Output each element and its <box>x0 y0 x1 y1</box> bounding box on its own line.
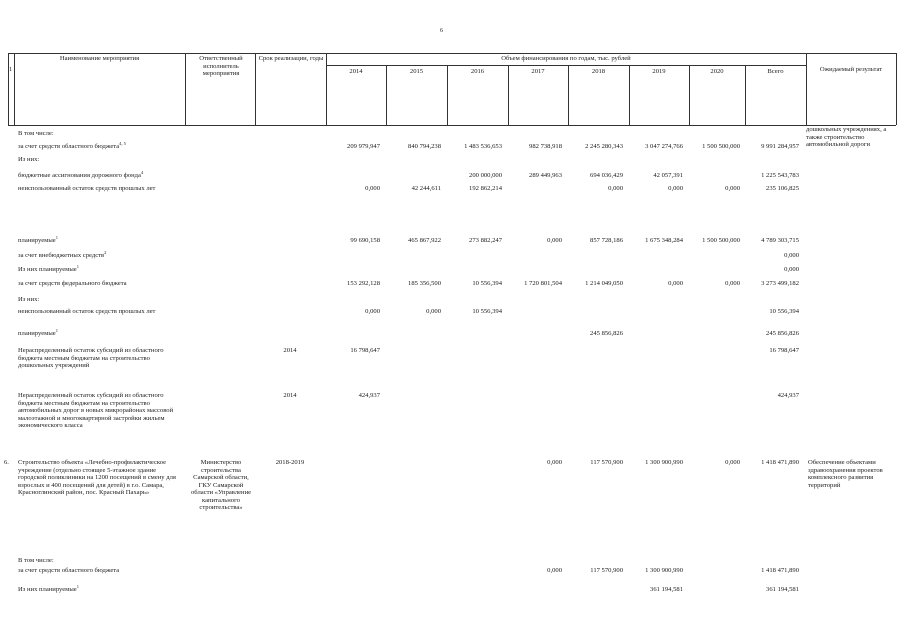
row-value: 0,000 <box>365 185 380 192</box>
row-label: Нераспределенный остаток субсидий из областного бюджета местным бюджетам на строительство дошкольных учреждений <box>18 347 164 370</box>
col-name-header: Наименование мероприятия <box>59 55 140 62</box>
row-value: 1 500 500,000 <box>702 237 740 244</box>
footnote-mark: 4, 5 <box>119 140 126 146</box>
row-value: 1 214 049,050 <box>585 280 623 287</box>
row-value: 0,000 <box>668 280 683 287</box>
row-label: планируемые$^1$ <box>18 234 58 244</box>
row-label: за счет внебюджетных средств$^2$ <box>18 249 107 259</box>
row-label: за счет средств федерального бюджета <box>18 280 127 287</box>
row-value: 185 356,500 <box>408 280 441 287</box>
item6-period: 2018-2019 <box>275 459 305 466</box>
row-label: Нераспределенный остаток субсидий из областного бюджета местным бюджетам на строительство автомобильных дорог в новых микрорайонах массовой малоэтажной и многоквартирной застройки жильем экономического класса <box>18 392 174 430</box>
item6-sub-value: 0,000 <box>547 567 562 574</box>
row-value: 0,000 <box>784 252 799 259</box>
row-value: 3 273 499,182 <box>761 280 799 287</box>
row-value: 1 720 801,504 <box>524 280 562 287</box>
row-label: В том числе: <box>18 130 54 137</box>
item6-value: 0,000 <box>725 459 740 466</box>
row-value: 10 556,394 <box>472 280 502 287</box>
row-value: 9 991 284,957 <box>761 143 799 150</box>
row-value: 235 106,825 <box>766 185 799 192</box>
row-value: 694 036,429 <box>590 172 623 179</box>
col-year-2016: 2016 <box>470 68 485 75</box>
row-value: 0,000 <box>725 185 740 192</box>
col-funding-header: Объем финансирования по годам, тыс. рублей <box>501 55 631 62</box>
row-value: 0,000 <box>668 185 683 192</box>
row-value: 0,000 <box>547 237 562 244</box>
row-label: Из них: <box>18 156 40 163</box>
col-year-2018: 2018 <box>591 68 606 75</box>
item6-responsible: Министерство строительства Самарской области, ГКУ Самарской области «Управление капитального строительства» <box>190 459 252 512</box>
col-year-2019: 2019 <box>652 68 666 75</box>
row-label: за счет средств областного бюджета$^{4, 5}$ <box>18 140 126 150</box>
row-value: 0,000 <box>608 185 623 192</box>
row-value: 4 789 303,715 <box>761 237 799 244</box>
row-value: 192 862,214 <box>469 185 502 192</box>
row-value: 1 483 536,653 <box>464 143 502 150</box>
col-responsible-header: Ответственный исполнитель мероприятия <box>199 55 243 78</box>
item6-value: 117 570,900 <box>590 459 623 466</box>
item6-sub-label: за счет средств областного бюджета <box>18 567 120 574</box>
footnote-mark: 1 <box>76 583 79 589</box>
footnote-mark: 1 <box>55 327 58 333</box>
row-label: неиспользованный остаток средств прошлых лет <box>18 308 156 315</box>
item6-value: 0,000 <box>547 459 562 466</box>
col-result-header: Ожидаемый результат <box>819 66 883 73</box>
row-value: 42 244,611 <box>411 185 441 192</box>
row-label: планируемые$^1$ <box>18 327 58 337</box>
row-value: 0,000 <box>784 266 799 273</box>
item6-value: 1 300 900,990 <box>645 459 683 466</box>
row-value: 1 675 348,284 <box>645 237 683 244</box>
col-num-header: 1 <box>9 66 13 73</box>
row-value: 273 882,247 <box>469 237 502 244</box>
col-year-2015: 2015 <box>409 68 424 75</box>
row-value: 289 449,963 <box>529 172 562 179</box>
col-year-2020: 2020 <box>710 68 724 75</box>
row-value: 200 000,000 <box>469 172 502 179</box>
item6-sub-value: 1 300 900,990 <box>645 567 683 574</box>
row-value: 424,937 <box>358 392 380 399</box>
item6-result: Обеспечение объектами здравоохранения проектов комплексного развития территорий <box>808 459 883 489</box>
col-year-2014: 2014 <box>349 68 363 75</box>
row-period: 2014 <box>283 392 297 399</box>
row-value: 42 057,391 <box>653 172 683 179</box>
row-value: 840 794,238 <box>408 143 441 150</box>
row-value: 857 728,186 <box>590 237 623 244</box>
col-year-2017: 2017 <box>531 68 545 75</box>
col-total-header: Всего <box>767 68 784 75</box>
row-value: 2 245 280,343 <box>585 143 623 150</box>
row-period: 2014 <box>283 347 297 354</box>
item6-sub-value: 117 570,900 <box>590 567 623 574</box>
row-value: 3 047 274,766 <box>645 143 683 150</box>
col-period-header: Срок реализации, годы <box>258 55 324 62</box>
footnote-mark: 4 <box>140 169 144 175</box>
row-value: 465 867,922 <box>408 237 441 244</box>
item6-sub-value: 361 194,581 <box>650 586 683 593</box>
row-value: 245 856,826 <box>766 330 799 337</box>
row-value: 424,937 <box>777 392 799 399</box>
row-label: неиспользованный остаток средств прошлых лет <box>18 185 156 192</box>
footnote-mark: 2 <box>104 249 107 255</box>
row-value: 1 225 543,783 <box>761 172 799 179</box>
item6-name: Строительство объекта «Лечебно-профилактическое учреждение (отдельно стоящее 5-этажное здание городской поликлиники на 1200 посещений в смену для взрослых и 400 посещений для детей) в г.о. Самара, Красноглинский район, пос. Красный Пахарь» <box>18 459 176 497</box>
row-label: Из них: <box>18 296 40 303</box>
row-label: Из них планируемые$^1$ <box>18 263 79 273</box>
row-value: 209 979,947 <box>347 143 380 150</box>
row-value: 1 500 500,000 <box>702 143 740 150</box>
item6-value: 1 418 471,890 <box>761 459 799 466</box>
page-mark: 6 <box>440 28 443 34</box>
result-continuation: дошкольных учреждениях, а также строительство автомобильной дороги <box>806 126 887 149</box>
row-value: 16 798,647 <box>350 347 380 354</box>
row-value: 153 292,128 <box>347 280 380 287</box>
row-label: бюджетные ассигнования дорожного фонда$^4$ <box>18 169 144 179</box>
row-value: 16 798,647 <box>769 347 799 354</box>
row-value: 0,000 <box>725 280 740 287</box>
row-value: 10 556,394 <box>472 308 502 315</box>
footnote-mark: 1 <box>76 263 79 269</box>
item6-number: 6. <box>4 459 9 466</box>
row-value: 10 556,394 <box>769 308 799 315</box>
row-value: 982 738,918 <box>529 143 562 150</box>
footnote-mark: 1 <box>55 234 58 240</box>
item6-sub-value: 361 194,581 <box>766 586 799 593</box>
row-value: 245 856,826 <box>590 330 623 337</box>
item6-sub-label: Из них планируемые$^1$ <box>18 583 79 593</box>
item6-sub-label: В том числе: <box>18 557 54 564</box>
row-value: 99 690,158 <box>350 237 380 244</box>
row-value: 0,000 <box>365 308 380 315</box>
row-value: 0,000 <box>426 308 441 315</box>
item6-sub-value: 1 418 471,890 <box>761 567 799 574</box>
